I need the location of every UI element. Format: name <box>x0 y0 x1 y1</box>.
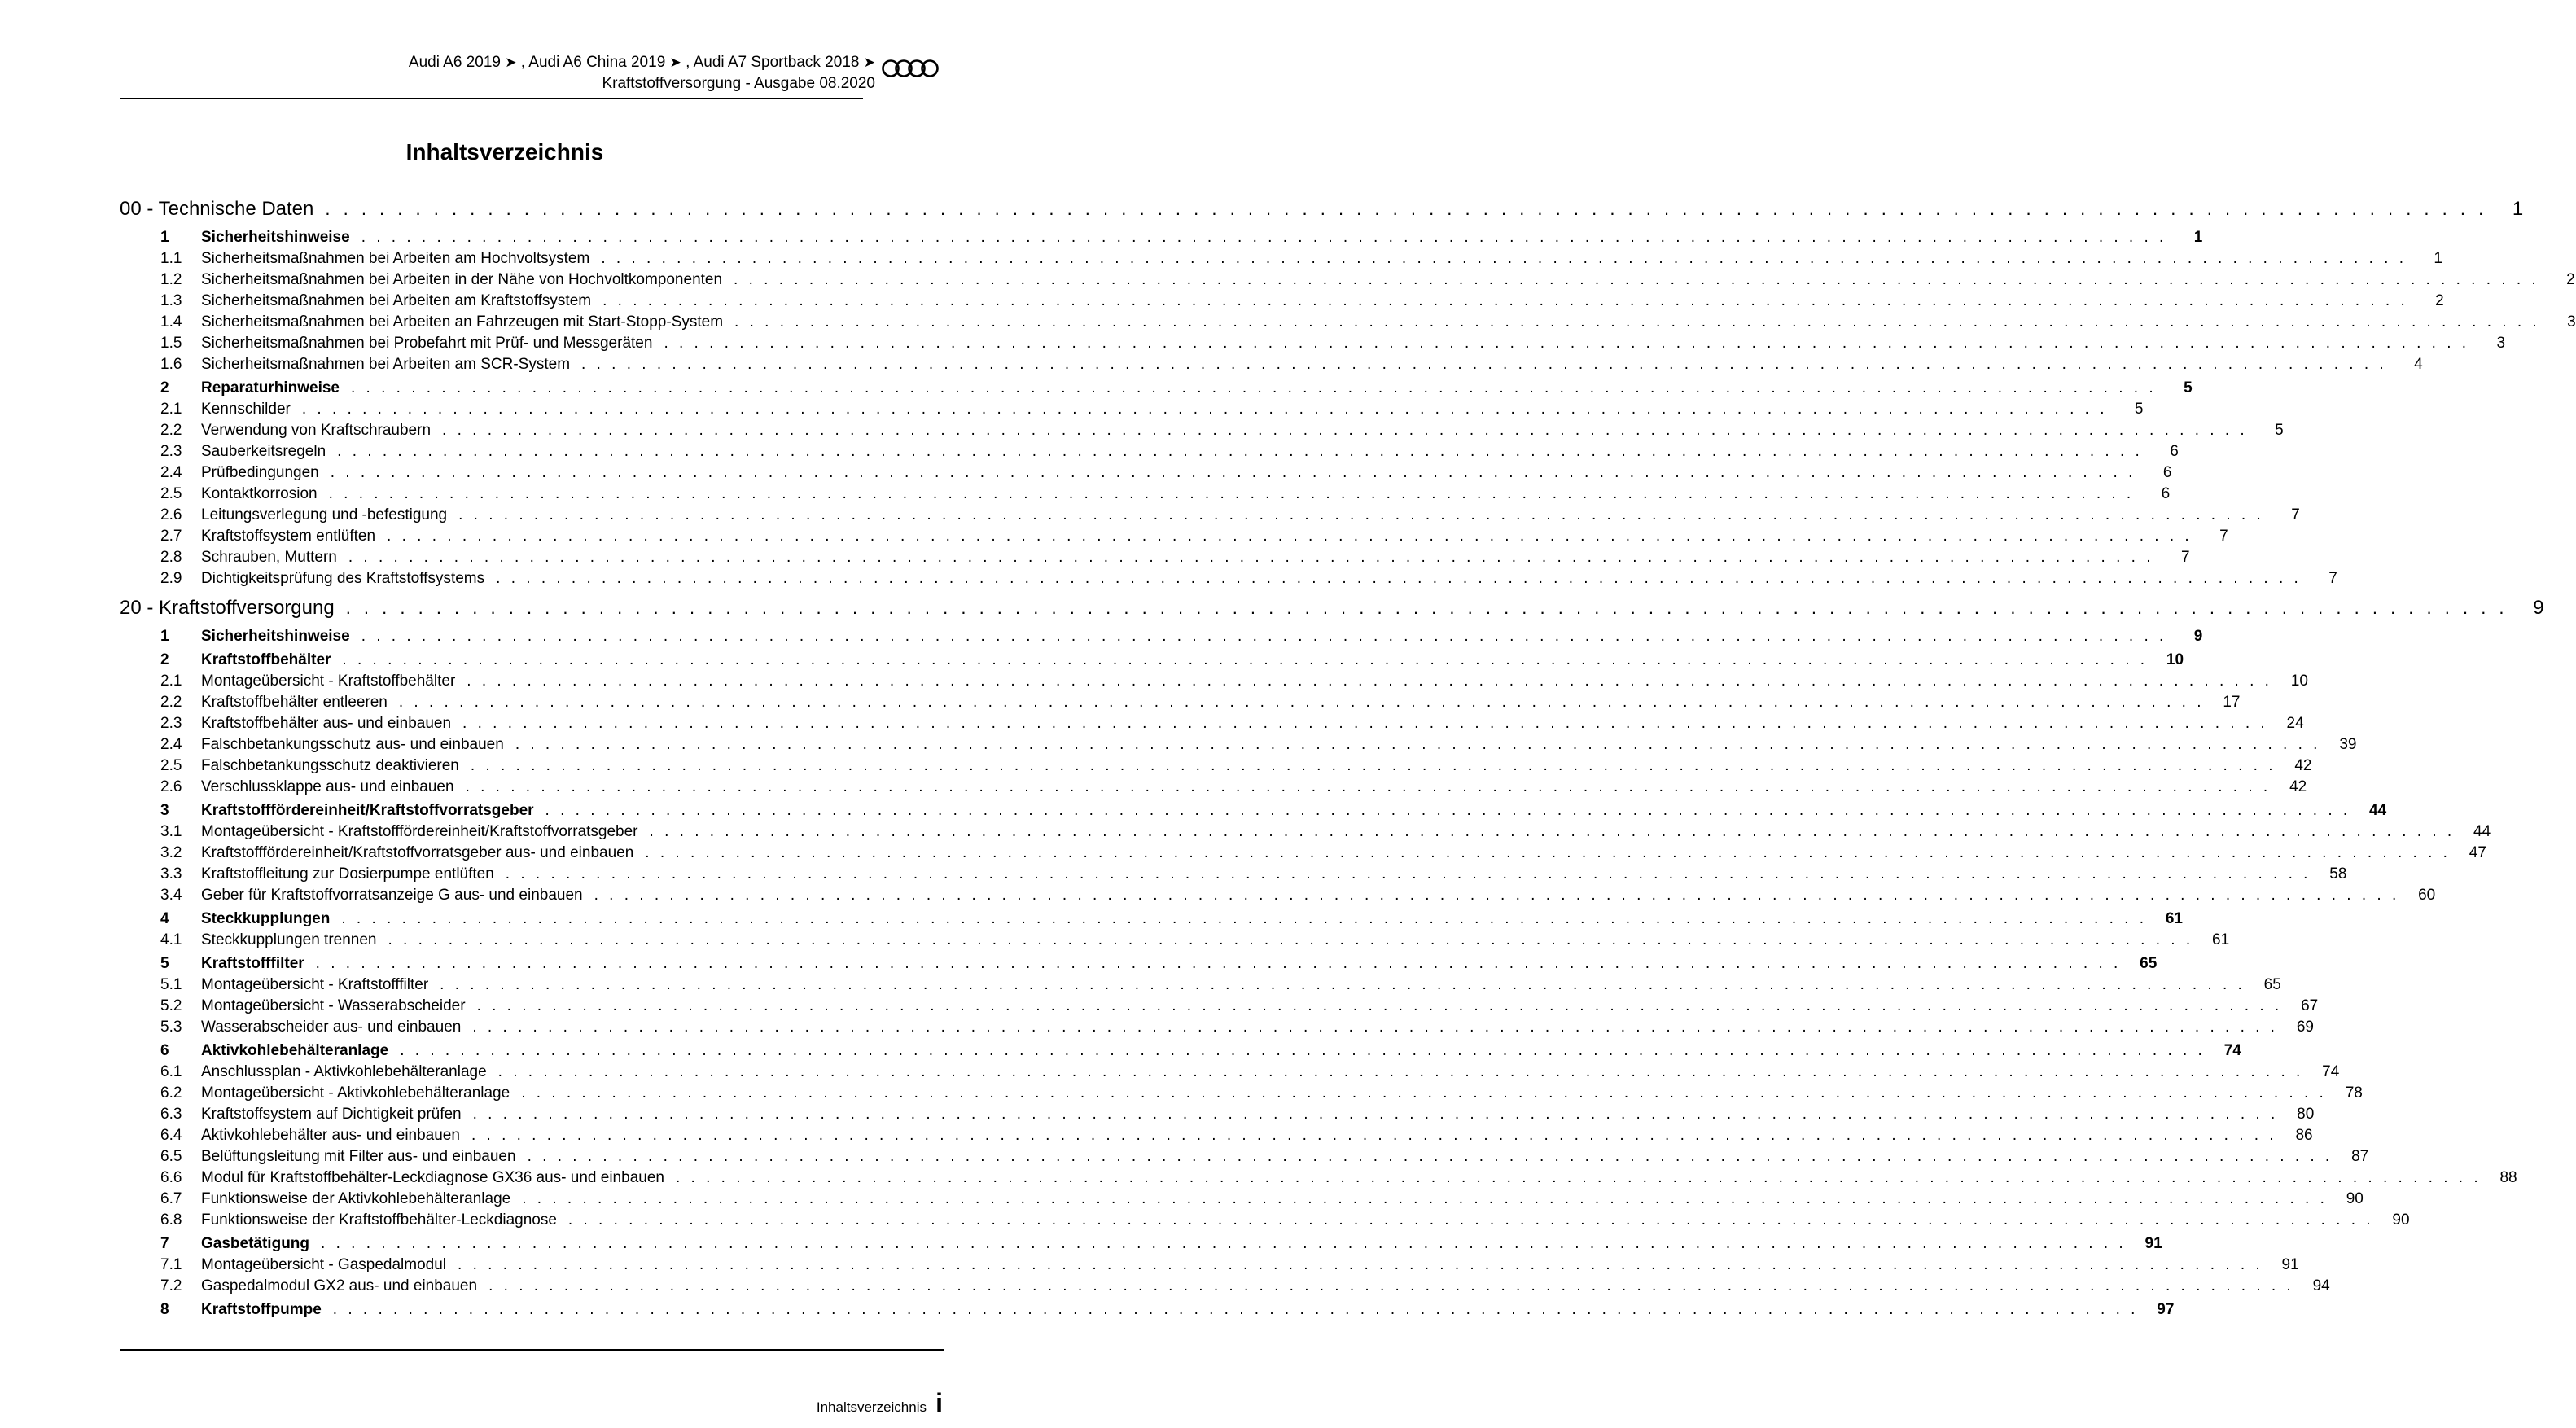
toc-page-number: 4 <box>2414 356 2423 373</box>
toc-number: 2.1 <box>160 672 182 690</box>
header-vehicle-1: Audi A6 2019 <box>408 54 501 71</box>
toc-title: Sauberkeitsregeln <box>201 443 326 460</box>
toc-number: 4.1 <box>160 931 182 948</box>
toc-subsection[interactable] <box>120 864 2347 885</box>
toc-number: 2.5 <box>160 757 182 774</box>
toc-number: 2.6 <box>160 506 182 523</box>
toc-number: 1 <box>160 229 169 246</box>
header-vehicle-3: , Audi A7 Sportback 2018 <box>686 54 860 71</box>
toc-page-number: 42 <box>2289 778 2307 795</box>
toc-title: Kraftstoffpumpe <box>201 1301 322 1318</box>
toc-subsection[interactable] <box>120 1255 2299 1276</box>
toc-leader-dots: . . . . . . . . . . . . . . . . . . . . . . . . . . . . . . . . . . . . . . . . . . . . . . . . . . . . . . . . . . . . . . . . . . . . . . . . . . . . . . . . . . . . . . . . . . . . . . . . . . . . . . . . . . . . . . . . . . . . . . . . <box>734 271 2539 288</box>
toc-page-number: 10 <box>2290 672 2308 690</box>
toc-page-number: 94 <box>2312 1277 2330 1294</box>
header-divider <box>120 98 863 99</box>
toc-leader-dots: . . . . . . . . . . . . . . . . . . . . . . . . . . . . . . . . . . . . . . . . . . . . . . . . . . . . . . . . . . . . . . . . . . . . . . . . . . . . . . . . . . . . . . . . . . . . . . . . . . . . . . . . . . . . . . . . . . . . . . . . <box>467 672 2272 690</box>
header-subtitle: Kraftstoffversorgung - Ausgabe 08.2020 <box>602 75 875 92</box>
toc-title: Montageübersicht - Kraftstoffbehälter <box>201 672 456 690</box>
toc-page-number: 88 <box>2499 1169 2517 1186</box>
arrow-right-icon: ➤ <box>863 55 875 70</box>
toc-leader-dots: . . . . . . . . . . . . . . . . . . . . . . . . . . . . . . . . . . . . . . . . . . . . . . . . . . . . . . . . . . . . . . . . . . . . . . . . . . . . . . . . . . . . . . . . . . . . . . . . . . . . . . . . . . . . . . . . . . . . . . . . <box>645 844 2451 861</box>
toc-number: 6.6 <box>160 1169 182 1186</box>
toc-leader-dots: . . . . . . . . . . . . . . . . . . . . . . . . . . . . . . . . . . . . . . . . . . . . . . . . . . . . . . . . . . . . . . . . . . . . . . . . . . . . . . . . . . . . . . . . . . . . . . . . . . . . . . . . . . . . . . . . . . . . . . . . <box>465 778 2272 795</box>
toc-page-number: 58 <box>2329 865 2347 883</box>
toc-subsection[interactable] <box>120 1017 2314 1038</box>
toc-title: Aktivkohlebehälter aus- und einbauen <box>201 1127 460 1144</box>
toc-title: Sicherheitshinweise <box>201 229 350 246</box>
toc-title: Anschlussplan - Aktivkohlebehälteranlage <box>201 1063 487 1080</box>
toc-section[interactable] <box>120 1233 2162 1255</box>
toc-leader-dots: . . . . . . . . . . . . . . . . . . . . . . . . . . . . . . . . . . . . . . . . . . . . . . . . . . . . . . . . . . . . . . . . . . . . . . . . . . . . . . . . . . . . . . . . . . . . . . . . . . . . . . . . . . . . . . . . . . . . . . . . <box>400 1042 2206 1059</box>
toc-title: Steckkupplungen <box>201 910 331 927</box>
toc-leader-dots: . . . . . . . . . . . . . . . . . . . . . . . . . . . . . . . . . . . . . . . . . . . . . . . . . . . . . . . . . . . . . . . . . . . . . . . . . . . . . . . . . . . . . . . . . . . . . . . . . . . . . . . . . . . . . . . . . . . . . . . . <box>442 422 2248 439</box>
toc-subsection[interactable] <box>120 692 2241 713</box>
toc-subsection[interactable] <box>120 354 2423 375</box>
toc-number: 1.2 <box>160 271 182 288</box>
toc-title: Kraftstoffsystem auf Dichtigkeit prüfen <box>201 1106 462 1123</box>
toc-page-number: 2 <box>2566 271 2575 288</box>
toc-page-number: 74 <box>2223 1042 2241 1059</box>
toc-subsection[interactable] <box>120 526 2228 547</box>
toc-leader-dots: . . . . . . . . . . . . . . . . . . . . . . . . . . . . . . . . . . . . . . . . . . . . . . . . . . . . . . . . . . . . . . . . . . . . . . . . . . . . . . . . . . . . . . . . . . . . . . . . . . . . . . . . . . . . . . . . . . . . . . . . <box>470 757 2276 774</box>
toc-number: 2.9 <box>160 570 182 587</box>
toc-leader-dots: . . . . . . . . . . . . . . . . . . . . . . . . . . . . . . . . . . . . . . . . . . . . . . . . . . . . . . . . . . . . . . . . . . . . . . . . . . . . . . . . . . . . . . . . . . . . . . . . . . . . . . . . . . . . . . . . . . . . . . . . <box>664 335 2470 352</box>
toc-title: Montageübersicht - Gaspedalmodul <box>201 1256 447 1273</box>
toc-leader-dots: . . . . . . . . . . . . . . . . . . . . . . . . . . . . . . . . . . . . . . . . . . . . . . . . . . . . . . . . . . . . . . . . . . . . . . . . . . . . . . . . . . . . . . . . . . . . . . . . . . . . . . . . . . . . . . . . . . . . . . . . <box>388 931 2194 948</box>
toc-page-number: 65 <box>2263 976 2281 993</box>
toc-title: Verschlussklappe aus- und einbauen <box>201 778 454 795</box>
toc-title: Gasbetätigung <box>201 1235 310 1252</box>
toc-number: 2.4 <box>160 736 182 753</box>
toc-title: Kraftstoffsystem entlüften <box>201 528 376 545</box>
toc-leader-dots: . . . . . . . . . . . . . . . . . . . . . . . . . . . . . . . . . . . . . . . . . . . . . . . . . . . . . . . . . . . . . . . . . . . . . . . . . . . . . . . . . . . . . . . . . . . . . . . . . . . . . . . . . . . . . . . . . . . . . . . . <box>462 715 2268 732</box>
toc-page-number: 1 <box>2512 198 2524 220</box>
toc-leader-dots: . . . . . . . . . . . . . . . . . . . . . . . . . . . . . . . . . . . . . . . . . . . . . . . . . . . . . . . . . . . . . . . . . . . . . . . . . . . . . . . . . . . . . . . . . . . . . . . . . . . . . . . . . . . . . . . . . . . . . . . . <box>328 485 2135 502</box>
toc-title: Kraftstoffbehälter aus- und einbauen <box>201 715 452 732</box>
toc-page-number: 3 <box>2496 335 2506 352</box>
toc-title: Kraftstoffbehälter <box>201 651 331 668</box>
toc-title: Wasserabscheider aus- und einbauen <box>201 1018 462 1036</box>
toc-number: 1.4 <box>160 313 182 331</box>
toc-title: Kraftstofffördereinheit/Kraftstoffvorratsgeber <box>201 802 534 819</box>
toc-leader-dots: . . . . . . . . . . . . . . . . . . . . . . . . . . . . . . . . . . . . . . . . . . . . . . . . . . . . . . . . . . . . . . . . . . . . . . . . . . . . . . . . . . . . . . . . . . . . . . . . . . . . . . . . . . . . . . . . . . . . . . . . <box>325 199 2488 219</box>
toc-leader-dots: . . . . . . . . . . . . . . . . . . . . . . . . . . . . . . . . . . . . . . . . . . . . . . . . . . . . . . . . . . . . . . . . . . . . . . . . . . . . . . . . . . . . . . . . . . . . . . . . . . . . . . . . . . . . . . . . . . . . . . . . <box>301 401 2108 418</box>
toc-subsection[interactable] <box>120 996 2319 1017</box>
toc-leader-dots: . . . . . . . . . . . . . . . . . . . . . . . . . . . . . . . . . . . . . . . . . . . . . . . . . . . . . . . . . . . . . . . . . . . . . . . . . . . . . . . . . . . . . . . . . . . . . . . . . . . . . . . . . . . . . . . . . . . . . . . . <box>522 1190 2328 1207</box>
toc-subsection[interactable] <box>120 547 2190 568</box>
toc-leader-dots: . . . . . . . . . . . . . . . . . . . . . . . . . . . . . . . . . . . . . . . . . . . . . . . . . . . . . . . . . . . . . . . . . . . . . . . . . . . . . . . . . . . . . . . . . . . . . . . . . . . . . . . . . . . . . . . . . . . . . . . . <box>342 651 2149 668</box>
toc-page-number: 5 <box>2134 401 2144 418</box>
toc-page-number: 78 <box>2345 1084 2363 1102</box>
table-of-contents <box>120 194 2576 1321</box>
toc-number: 1.3 <box>160 292 182 309</box>
toc-leader-dots: . . . . . . . . . . . . . . . . . . . . . . . . . . . . . . . . . . . . . . . . . . . . . . . . . . . . . . . . . . . . . . . . . . . . . . . . . . . . . . . . . . . . . . . . . . . . . . . . . . . . . . . . . . . . . . . . . . . . . . . . <box>351 379 2157 396</box>
toc-leader-dots: . . . . . . . . . . . . . . . . . . . . . . . . . . . . . . . . . . . . . . . . . . . . . . . . . . . . . . . . . . . . . . . . . . . . . . . . . . . . . . . . . . . . . . . . . . . . . . . . . . . . . . . . . . . . . . . . . . . . . . . . <box>734 313 2540 331</box>
toc-leader-dots: . . . . . . . . . . . . . . . . . . . . . . . . . . . . . . . . . . . . . . . . . . . . . . . . . . . . . . . . . . . . . . . . . . . . . . . . . . . . . . . . . . . . . . . . . . . . . . . . . . . . . . . . . . . . . . . . . . . . . . . . <box>387 528 2193 545</box>
toc-chapter-title: 20 - Kraftstoffversorgung <box>120 597 335 619</box>
toc-subsection[interactable] <box>120 291 2444 312</box>
toc-number: 3.2 <box>160 844 182 861</box>
page-title: Inhaltsverzeichnis <box>405 139 604 164</box>
toc-title: Kraftstofffilter <box>201 955 304 972</box>
toc-page-number: 47 <box>2469 844 2486 861</box>
toc-number: 5.3 <box>160 1018 182 1036</box>
toc-title: Sicherheitshinweise <box>201 628 350 645</box>
toc-subsection[interactable] <box>120 399 2144 420</box>
toc-title: Falschbetankungsschutz aus- und einbauen <box>201 736 504 753</box>
toc-number: 2 <box>160 651 169 668</box>
toc-leader-dots: . . . . . . . . . . . . . . . . . . . . . . . . . . . . . . . . . . . . . . . . . . . . . . . . . . . . . . . . . . . . . . . . . . . . . . . . . . . . . . . . . . . . . . . . . . . . . . . . . . . . . . . . . . . . . . . . . . . . . . . . <box>602 292 2408 309</box>
toc-leader-dots: . . . . . . . . . . . . . . . . . . . . . . . . . . . . . . . . . . . . . . . . . . . . . . . . . . . . . . . . . . . . . . . . . . . . . . . . . . . . . . . . . . . . . . . . . . . . . . . . . . . . . . . . . . . . . . . . . . . . . . . . <box>315 955 2122 972</box>
toc-subsection[interactable] <box>120 821 2491 843</box>
toc-page-number: 7 <box>2180 549 2190 566</box>
toc-page-number: 90 <box>2392 1211 2410 1229</box>
toc-title: Kennschilder <box>201 401 291 418</box>
arrow-right-icon: ➤ <box>505 55 517 70</box>
toc-subsection[interactable] <box>120 713 2304 734</box>
toc-leader-dots: . . . . . . . . . . . . . . . . . . . . . . . . . . . . . . . . . . . . . . . . . . . . . . . . . . . . . . . . . . . . . . . . . . . . . . . . . . . . . . . . . . . . . . . . . . . . . . . . . . . . . . . . . . . . . . . . . . . . . . . . <box>348 549 2154 566</box>
toc-leader-dots: . . . . . . . . . . . . . . . . . . . . . . . . . . . . . . . . . . . . . . . . . . . . . . . . . . . . . . . . . . . . . . . . . . . . . . . . . . . . . . . . . . . . . . . . . . . . . . . . . . . . . . . . . . . . . . . . . . . . . . . . <box>649 823 2456 840</box>
toc-number: 6.7 <box>160 1190 182 1207</box>
toc-title: Leitungsverlegung und -befestigung <box>201 506 448 523</box>
toc-subsection[interactable] <box>120 484 2171 505</box>
toc-title: Sicherheitsmaßnahmen bei Arbeiten in der Nähe von Hochvoltkomponenten <box>201 271 723 288</box>
toc-leader-dots: . . . . . . . . . . . . . . . . . . . . . . . . . . . . . . . . . . . . . . . . . . . . . . . . . . . . . . . . . . . . . . . . . . . . . . . . . . . . . . . . . . . . . . . . . . . . . . . . . . . . . . . . . . . . . . . . . . . . . . . . <box>594 887 2400 904</box>
toc-page-number: 9 <box>2193 628 2203 645</box>
toc-section[interactable] <box>120 227 2203 248</box>
toc-section[interactable] <box>120 1040 2241 1062</box>
toc-number: 2.5 <box>160 485 182 502</box>
toc-title: Kraftstofffördereinheit/Kraftstoffvorratsgeber aus- und einbauen <box>201 844 634 861</box>
toc-leader-dots: . . . . . . . . . . . . . . . . . . . . . . . . . . . . . . . . . . . . . . . . . . . . . . . . . . . . . . . . . . . . . . . . . . . . . . . . . . . . . . . . . . . . . . . . . . . . . . . . . . . . . . . . . . . . . . . . . . . . . . . . <box>496 570 2302 587</box>
footer-page-number: i <box>935 1388 943 1417</box>
toc-number: 2.3 <box>160 715 182 732</box>
toc-number: 2.2 <box>160 422 182 439</box>
toc-leader-dots: . . . . . . . . . . . . . . . . . . . . . . . . . . . . . . . . . . . . . . . . . . . . . . . . . . . . . . . . . . . . . . . . . . . . . . . . . . . . . . . . . . . . . . . . . . . . . . . . . . . . . . . . . . . . . . . . . . . . . . . . <box>471 1127 2277 1144</box>
toc-leader-dots: . . . . . . . . . . . . . . . . . . . . . . . . . . . . . . . . . . . . . . . . . . . . . . . . . . . . . . . . . . . . . . . . . . . . . . . . . . . . . . . . . . . . . . . . . . . . . . . . . . . . . . . . . . . . . . . . . . . . . . . . <box>476 997 2283 1014</box>
toc-page-number: 3 <box>2567 313 2576 331</box>
toc-leader-dots: . . . . . . . . . . . . . . . . . . . . . . . . . . . . . . . . . . . . . . . . . . . . . . . . . . . . . . . . . . . . . . . . . . . . . . . . . . . . . . . . . . . . . . . . . . . . . . . . . . . . . . . . . . . . . . . . . . . . . . . . <box>601 250 2407 267</box>
toc-number: 3.4 <box>160 887 182 904</box>
toc-leader-dots: . . . . . . . . . . . . . . . . . . . . . . . . . . . . . . . . . . . . . . . . . . . . . . . . . . . . . . . . . . . . . . . . . . . . . . . . . . . . . . . . . . . . . . . . . . . . . . . . . . . . . . . . . . . . . . . . . . . . . . . . <box>361 628 2167 645</box>
toc-title: Sicherheitsmaßnahmen bei Arbeiten am Hochvoltsystem <box>201 250 590 267</box>
toc-subsection[interactable] <box>120 734 2357 756</box>
toc-leader-dots: . . . . . . . . . . . . . . . . . . . . . . . . . . . . . . . . . . . . . . . . . . . . . . . . . . . . . . . . . . . . . . . . . . . . . . . . . . . . . . . . . . . . . . . . . . . . . . . . . . . . . . . . . . . . . . . . . . . . . . . . <box>521 1084 2327 1102</box>
toc-page-number: 69 <box>2296 1018 2314 1036</box>
toc-number: 2.4 <box>160 464 182 481</box>
toc-leader-dots: . . . . . . . . . . . . . . . . . . . . . . . . . . . . . . . . . . . . . . . . . . . . . . . . . . . . . . . . . . . . . . . . . . . . . . . . . . . . . . . . . . . . . . . . . . . . . . . . . . . . . . . . . . . . . . . . . . . . . . . . <box>345 598 2508 618</box>
toc-page-number: 61 <box>2212 931 2230 948</box>
toc-number: 2 <box>160 379 169 396</box>
toc-subsection[interactable] <box>120 462 2172 484</box>
toc-leader-dots: . . . . . . . . . . . . . . . . . . . . . . . . . . . . . . . . . . . . . . . . . . . . . . . . . . . . . . . . . . . . . . . . . . . . . . . . . . . . . . . . . . . . . . . . . . . . . . . . . . . . . . . . . . . . . . . . . . . . . . . . <box>332 1301 2139 1318</box>
toc-title: Belüftungsleitung mit Filter aus- und einbauen <box>201 1148 516 1165</box>
toc-subsection[interactable] <box>120 420 2284 441</box>
toc-page-number: 97 <box>2157 1301 2175 1318</box>
toc-page-number: 1 <box>2193 229 2203 246</box>
arrow-right-icon: ➤ <box>669 55 681 70</box>
toc-leader-dots: . . . . . . . . . . . . . . . . . . . . . . . . . . . . . . . . . . . . . . . . . . . . . . . . . . . . . . . . . . . . . . . . . . . . . . . . . . . . . . . . . . . . . . . . . . . . . . . . . . . . . . . . . . . . . . . . . . . . . . . . <box>515 736 2321 753</box>
toc-subsection[interactable] <box>120 1104 2315 1125</box>
toc-leader-dots: . . . . . . . . . . . . . . . . . . . . . . . . . . . . . . . . . . . . . . . . . . . . . . . . . . . . . . . . . . . . . . . . . . . . . . . . . . . . . . . . . . . . . . . . . . . . . . . . . . . . . . . . . . . . . . . . . . . . . . . . <box>581 356 2387 373</box>
toc-subsection[interactable] <box>120 777 2307 798</box>
toc-subsection[interactable] <box>120 312 2576 333</box>
toc-subsection[interactable] <box>120 1210 2410 1231</box>
toc-subsection[interactable] <box>120 1189 2364 1210</box>
toc-page-number: 2 <box>2435 292 2444 309</box>
toc-title: Modul für Kraftstoffbehälter-Leckdiagnose GX36 aus- und einbauen <box>201 1169 664 1186</box>
toc-number: 5.2 <box>160 997 182 1014</box>
toc-section[interactable] <box>120 800 2387 821</box>
footer-divider <box>120 1349 944 1351</box>
toc-title: Dichtigkeitsprüfung des Kraftstoffsystems <box>201 570 485 587</box>
toc-page-number: 61 <box>2165 910 2183 927</box>
toc-number: 6 <box>160 1042 169 1059</box>
toc-title: Montageübersicht - Wasserabscheider <box>201 997 466 1014</box>
toc-number: 1 <box>160 628 169 645</box>
toc-subsection[interactable] <box>120 333 2506 354</box>
toc-number: 6.8 <box>160 1211 182 1229</box>
toc-page-number: 24 <box>2286 715 2304 732</box>
toc-title: Geber für Kraftstoffvorratsanzeige G aus- und einbauen <box>201 887 583 904</box>
toc-section[interactable] <box>120 650 2184 671</box>
toc-subsection[interactable] <box>120 975 2281 996</box>
toc-number: 3.3 <box>160 865 182 883</box>
toc-number: 5 <box>160 955 169 972</box>
toc-page-number: 10 <box>2166 651 2184 668</box>
toc-page-number: 9 <box>2533 597 2544 619</box>
toc-number: 2.2 <box>160 694 182 711</box>
toc-page-number: 65 <box>2140 955 2158 972</box>
header-vehicles <box>409 54 875 72</box>
toc-number: 2.6 <box>160 778 182 795</box>
toc-subsection[interactable] <box>120 671 2308 692</box>
toc-number: 6.2 <box>160 1084 182 1102</box>
toc-page-number: 1 <box>2434 250 2442 267</box>
toc-subsection[interactable] <box>120 1167 2517 1189</box>
toc-leader-dots: . . . . . . . . . . . . . . . . . . . . . . . . . . . . . . . . . . . . . . . . . . . . . . . . . . . . . . . . . . . . . . . . . . . . . . . . . . . . . . . . . . . . . . . . . . . . . . . . . . . . . . . . . . . . . . . . . . . . . . . . <box>330 464 2136 481</box>
toc-number: 2.7 <box>160 528 182 545</box>
toc-title: Reparaturhinweise <box>201 379 340 396</box>
toc-page-number: 91 <box>2281 1256 2299 1273</box>
toc-number: 6.4 <box>160 1127 182 1144</box>
toc-subsection[interactable] <box>120 269 2575 291</box>
toc-page-number: 67 <box>2301 997 2319 1014</box>
toc-title: Montageübersicht - Kraftstofffilter <box>201 976 429 993</box>
toc-number: 1.5 <box>160 335 182 352</box>
toc-subsection[interactable] <box>120 1062 2340 1083</box>
toc-leader-dots: . . . . . . . . . . . . . . . . . . . . . . . . . . . . . . . . . . . . . . . . . . . . . . . . . . . . . . . . . . . . . . . . . . . . . . . . . . . . . . . . . . . . . . . . . . . . . . . . . . . . . . . . . . . . . . . . . . . . . . . . <box>545 802 2351 819</box>
toc-number: 2.8 <box>160 549 182 566</box>
toc-number: 2.1 <box>160 401 182 418</box>
toc-number: 6.3 <box>160 1106 182 1123</box>
toc-subsection[interactable] <box>120 1125 2313 1146</box>
toc-title: Verwendung von Kraftschraubern <box>201 422 432 439</box>
toc-page-number: 7 <box>2219 528 2228 545</box>
toc-page-number: 74 <box>2322 1063 2340 1080</box>
toc-page-number: 91 <box>2144 1235 2162 1252</box>
toc-leader-dots: . . . . . . . . . . . . . . . . . . . . . . . . . . . . . . . . . . . . . . . . . . . . . . . . . . . . . . . . . . . . . . . . . . . . . . . . . . . . . . . . . . . . . . . . . . . . . . . . . . . . . . . . . . . . . . . . . . . . . . . . <box>488 1277 2294 1294</box>
toc-subsection[interactable] <box>120 885 2436 906</box>
toc-section[interactable] <box>120 626 2203 647</box>
toc-page-number: 5 <box>2275 422 2284 439</box>
toc-number: 1.1 <box>160 250 182 267</box>
toc-subsection[interactable] <box>120 756 2312 777</box>
toc-number: 1.6 <box>160 356 182 373</box>
toc-title: Falschbetankungsschutz deaktivieren <box>201 757 459 774</box>
toc-leader-dots: . . . . . . . . . . . . . . . . . . . . . . . . . . . . . . . . . . . . . . . . . . . . . . . . . . . . . . . . . . . . . . . . . . . . . . . . . . . . . . . . . . . . . . . . . . . . . . . . . . . . . . . . . . . . . . . . . . . . . . . . <box>497 1063 2304 1080</box>
toc-title: Funktionsweise der Aktivkohlebehälteranlage <box>201 1190 511 1207</box>
toc-leader-dots: . . . . . . . . . . . . . . . . . . . . . . . . . . . . . . . . . . . . . . . . . . . . . . . . . . . . . . . . . . . . . . . . . . . . . . . . . . . . . . . . . . . . . . . . . . . . . . . . . . . . . . . . . . . . . . . . . . . . . . . . <box>527 1148 2333 1165</box>
toc-section[interactable] <box>120 378 2193 399</box>
toc-leader-dots: . . . . . . . . . . . . . . . . . . . . . . . . . . . . . . . . . . . . . . . . . . . . . . . . . . . . . . . . . . . . . . . . . . . . . . . . . . . . . . . . . . . . . . . . . . . . . . . . . . . . . . . . . . . . . . . . . . . . . . . . <box>341 910 2147 927</box>
toc-leader-dots: . . . . . . . . . . . . . . . . . . . . . . . . . . . . . . . . . . . . . . . . . . . . . . . . . . . . . . . . . . . . . . . . . . . . . . . . . . . . . . . . . . . . . . . . . . . . . . . . . . . . . . . . . . . . . . . . . . . . . . . . <box>505 865 2311 883</box>
toc-chapter[interactable] <box>120 194 2524 225</box>
toc-page-number: 6 <box>2162 464 2172 481</box>
toc-page-number: 86 <box>2295 1127 2313 1144</box>
toc-title: Sicherheitsmaßnahmen bei Arbeiten am SCR-System <box>201 356 571 373</box>
toc-leader-dots: . . . . . . . . . . . . . . . . . . . . . . . . . . . . . . . . . . . . . . . . . . . . . . . . . . . . . . . . . . . . . . . . . . . . . . . . . . . . . . . . . . . . . . . . . . . . . . . . . . . . . . . . . . . . . . . . . . . . . . . . <box>458 506 2264 523</box>
toc-number: 6.5 <box>160 1148 182 1165</box>
toc-page-number: 7 <box>2291 506 2300 523</box>
toc-section[interactable] <box>120 1299 2175 1321</box>
toc-number: 4 <box>160 910 169 927</box>
toc-subsection[interactable] <box>120 505 2300 526</box>
toc-number: 2.3 <box>160 443 182 460</box>
header-vehicle-2: , Audi A6 China 2019 <box>520 54 666 71</box>
toc-title: Sicherheitsmaßnahmen bei Probefahrt mit Prüf- und Messgeräten <box>201 335 653 352</box>
footer-label: Inhaltsverzeichnis <box>816 1400 927 1415</box>
toc-number: 7.2 <box>160 1277 182 1294</box>
toc-number: 3 <box>160 802 169 819</box>
toc-page-number: 39 <box>2339 736 2357 753</box>
toc-title: Aktivkohlebehälteranlage <box>201 1042 389 1059</box>
toc-leader-dots: . . . . . . . . . . . . . . . . . . . . . . . . . . . . . . . . . . . . . . . . . . . . . . . . . . . . . . . . . . . . . . . . . . . . . . . . . . . . . . . . . . . . . . . . . . . . . . . . . . . . . . . . . . . . . . . . . . . . . . . . <box>472 1106 2279 1123</box>
toc-title: Prüfbedingungen <box>201 464 319 481</box>
toc-leader-dots: . . . . . . . . . . . . . . . . . . . . . . . . . . . . . . . . . . . . . . . . . . . . . . . . . . . . . . . . . . . . . . . . . . . . . . . . . . . . . . . . . . . . . . . . . . . . . . . . . . . . . . . . . . . . . . . . . . . . . . . . <box>567 1211 2374 1229</box>
toc-section[interactable] <box>120 953 2158 975</box>
toc-page-number: 6 <box>2170 443 2179 460</box>
toc-title: Montageübersicht - Aktivkohlebehälteranlage <box>201 1084 510 1102</box>
toc-subsection[interactable] <box>120 1083 2363 1104</box>
toc-leader-dots: . . . . . . . . . . . . . . . . . . . . . . . . . . . . . . . . . . . . . . . . . . . . . . . . . . . . . . . . . . . . . . . . . . . . . . . . . . . . . . . . . . . . . . . . . . . . . . . . . . . . . . . . . . . . . . . . . . . . . . . . <box>361 229 2167 246</box>
toc-section[interactable] <box>120 909 2183 930</box>
toc-title: Kontaktkorrosion <box>201 485 318 502</box>
toc-leader-dots: . . . . . . . . . . . . . . . . . . . . . . . . . . . . . . . . . . . . . . . . . . . . . . . . . . . . . . . . . . . . . . . . . . . . . . . . . . . . . . . . . . . . . . . . . . . . . . . . . . . . . . . . . . . . . . . . . . . . . . . . <box>458 1256 2263 1273</box>
toc-number: 8 <box>160 1301 169 1318</box>
toc-page-number: 60 <box>2418 887 2436 904</box>
toc-leader-dots: . . . . . . . . . . . . . . . . . . . . . . . . . . . . . . . . . . . . . . . . . . . . . . . . . . . . . . . . . . . . . . . . . . . . . . . . . . . . . . . . . . . . . . . . . . . . . . . . . . . . . . . . . . . . . . . . . . . . . . . . <box>321 1235 2127 1252</box>
toc-subsection[interactable] <box>120 1276 2330 1297</box>
toc-leader-dots: . . . . . . . . . . . . . . . . . . . . . . . . . . . . . . . . . . . . . . . . . . . . . . . . . . . . . . . . . . . . . . . . . . . . . . . . . . . . . . . . . . . . . . . . . . . . . . . . . . . . . . . . . . . . . . . . . . . . . . . . <box>398 694 2205 711</box>
toc-chapter-title: 00 - Technische Daten <box>120 198 314 220</box>
toc-chapter[interactable] <box>120 593 2544 624</box>
toc-subsection[interactable] <box>120 930 2230 951</box>
toc-page-number: 5 <box>2184 379 2193 396</box>
toc-page-number: 90 <box>2346 1190 2364 1207</box>
toc-page-number: 6 <box>2161 485 2171 502</box>
toc-page-number: 44 <box>2369 802 2387 819</box>
toc-page-number: 17 <box>2223 694 2241 711</box>
toc-number: 7 <box>160 1235 169 1252</box>
toc-title: Schrauben, Muttern <box>201 549 337 566</box>
toc-leader-dots: . . . . . . . . . . . . . . . . . . . . . . . . . . . . . . . . . . . . . . . . . . . . . . . . . . . . . . . . . . . . . . . . . . . . . . . . . . . . . . . . . . . . . . . . . . . . . . . . . . . . . . . . . . . . . . . . . . . . . . . . <box>440 976 2245 993</box>
toc-title: Sicherheitsmaßnahmen bei Arbeiten am Kraftstoffsystem <box>201 292 592 309</box>
toc-page-number: 87 <box>2351 1148 2369 1165</box>
toc-number: 7.1 <box>160 1256 182 1273</box>
toc-title: Kraftstoffbehälter entleeren <box>201 694 388 711</box>
toc-subsection[interactable] <box>120 1146 2369 1167</box>
toc-subsection[interactable] <box>120 568 2337 589</box>
toc-title: Steckkupplungen trennen <box>201 931 377 948</box>
toc-subsection[interactable] <box>120 248 2442 269</box>
toc-title: Sicherheitsmaßnahmen bei Arbeiten an Fahrzeugen mit Start-Stopp-System <box>201 313 724 331</box>
toc-number: 3.1 <box>160 823 182 840</box>
toc-subsection[interactable] <box>120 843 2486 864</box>
toc-leader-dots: . . . . . . . . . . . . . . . . . . . . . . . . . . . . . . . . . . . . . . . . . . . . . . . . . . . . . . . . . . . . . . . . . . . . . . . . . . . . . . . . . . . . . . . . . . . . . . . . . . . . . . . . . . . . . . . . . . . . . . . . <box>472 1018 2278 1036</box>
toc-subsection[interactable] <box>120 441 2179 462</box>
toc-page-number: 42 <box>2294 757 2312 774</box>
toc-title: Funktionsweise der Kraftstoffbehälter-Leckdiagnose <box>201 1211 557 1229</box>
toc-page-number: 80 <box>2297 1106 2315 1123</box>
toc-page-number: 7 <box>2328 570 2337 587</box>
toc-title: Gaspedalmodul GX2 aus- und einbauen <box>201 1277 478 1294</box>
toc-page-number: 44 <box>2473 823 2491 840</box>
toc-leader-dots: . . . . . . . . . . . . . . . . . . . . . . . . . . . . . . . . . . . . . . . . . . . . . . . . . . . . . . . . . . . . . . . . . . . . . . . . . . . . . . . . . . . . . . . . . . . . . . . . . . . . . . . . . . . . . . . . . . . . . . . . <box>337 443 2143 460</box>
audi-rings-icon <box>882 59 939 78</box>
toc-leader-dots: . . . . . . . . . . . . . . . . . . . . . . . . . . . . . . . . . . . . . . . . . . . . . . . . . . . . . . . . . . . . . . . . . . . . . . . . . . . . . . . . . . . . . . . . . . . . . . . . . . . . . . . . . . . . . . . . . . . . . . . . <box>675 1169 2482 1186</box>
toc-number: 6.1 <box>160 1063 182 1080</box>
toc-title: Montageübersicht - Kraftstofffördereinheit/Kraftstoffvorratsgeber <box>201 823 638 840</box>
toc-title: Kraftstoffleitung zur Dosierpumpe entlüften <box>201 865 494 883</box>
toc-number: 5.1 <box>160 976 182 993</box>
